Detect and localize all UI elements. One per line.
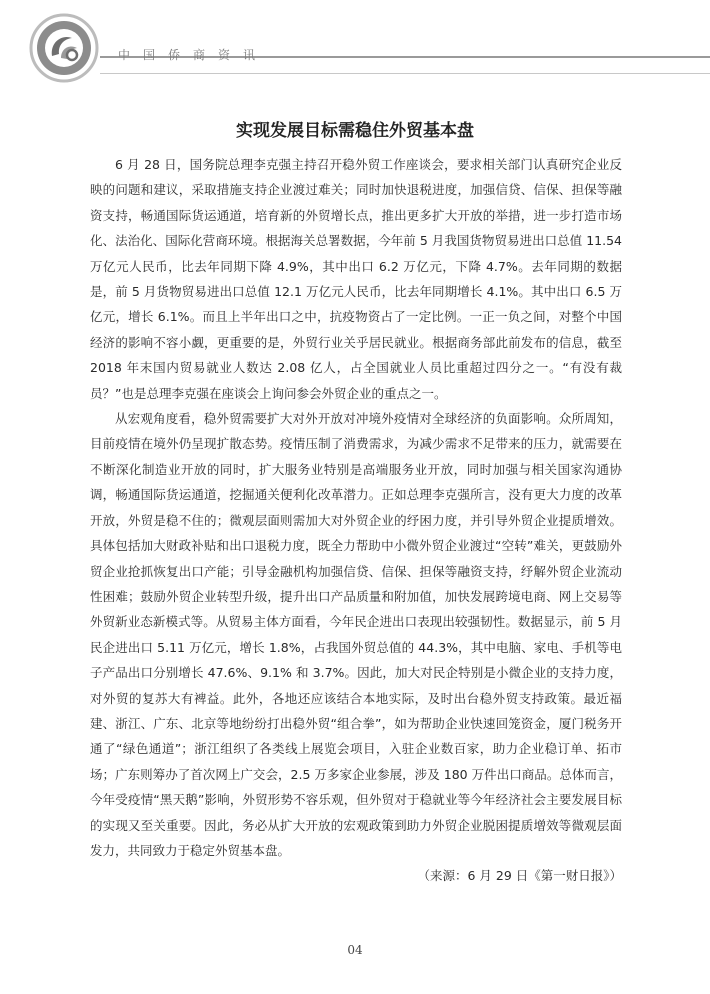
header-section-title: 中国侨商资讯 xyxy=(118,48,269,62)
chamber-logo-icon xyxy=(28,12,100,84)
article-paragraph: 从宏观角度看，稳外贸需要扩大对外开放对冲境外疫情对全球经济的负面影响。众所周知，目前疫情在境外仍呈现扩散态势。疫情压制了消费需求，为减少需求不足带来的压力，就需要在不断深化制造业开放的同时，扩大服务业特别是高端服务业开放，同时加强与相关国家沟通协调，畅通国际货运通道，挖掘通关便利化改革潜力。正如总理李克强所言，没有更大力度的改革开放，外贸是稳不住的；微观层面则需加大对外贸企业的纾困力度，并引导外贸企业提质增效。具体包括加大财政补贴和出口退税力度，既全力帮助中小微外贸企业渡过“空转”难关，更鼓励外贸企业抢抓恢复出口产能；引导金融机构加强信贷、信保、担保等融资支持，纾解外贸企业流动性困难；鼓励外贸企业转型升级，提升出口产品质量和附加值，加快发展跨境电商、网上交易等外贸新业态新模式等。从贸易主体方面看，今年民企进出口表现出较强韧性。数据显示，前 5 月民企进出口 5.11 万亿元，增长 1.8%，占我国外贸总值的 44.3%，其中电脑、家电、手机等电子产品出口分别增长 47.6%、9.1% 和 3.7%。因此，加大对民企特别是小微企业的支持力度，对外贸的复苏大有裨益。此外，各地还应该结合本地实际，及时出台稳外贸支持政策。最近福建、浙江、广东、北京等地纷纷打出稳外贸“组合拳”，如为帮助企业快速回笼资金，厦门税务开通了“绿色通道”；浙江组织了各类线上展览会项目，入驻企业数百家，助力企业稳订单、拓市场；广东则筹办了首次网上广交会，2.5 万多家企业参展，涉及 180 万件出口商品。总体而言，今年受疫情“黑天鹅”影响，外贸形势不容乐观，但外贸对于稳就业等今年经济社会主要发展目标的实现又至关重要。因此，务必从扩大开放的宏观政策到助力外贸企业脱困提质增效等微观层面发力，共同致力于稳定外贸基本盘。 xyxy=(90,411,622,858)
article-paragraph: 6 月 28 日，国务院总理李克强主持召开稳外贸工作座谈会，要求相关部门认真研究企业反映的问题和建议，采取措施支持企业渡过难关；同时加快退税进度，加强信贷、信保、担保等融资支持，畅通国际货运通道，培育新的外贸增长点，推出更多扩大开放的举措，进一步打造市场化、法治化、国际化营商环境。根据海关总署数据，今年前 5 月我国货物贸易进出口总值 11.54 万亿元人民币，比去年同期下降 4.9%，其中出口 6.2 万亿元，下降 4.7%。去年同期的数据是，前 5 月货物贸易进出口总值 12.1 万亿元人民币，比去年同期增长 4.1%。其中出口 6.5 万亿元，增长 6.1%。而且上半年出口之中，抗疫物资占了一定比例。一正一负之间，对整个中国经济的影响不容小觑，更重要的是，外贸行业关乎居民就业。根据商务部此前发布的信息，截至 2018 年末国内贸易就业人数达 2.08 亿人，占全国就业人员比重超过四分之一。“有没有裁员？”也是总理李克强在座谈会上询问参会外贸企业的重点之一。 xyxy=(90,157,622,401)
header-rule-thin xyxy=(100,73,710,74)
article-body xyxy=(90,152,622,889)
page-number: 04 xyxy=(347,943,363,957)
page-header xyxy=(0,40,710,74)
article-title: 实现发展目标需稳住外贸基本盘 xyxy=(236,121,474,141)
article-source: （来源：6 月 29 日《第一财日报》） xyxy=(417,868,622,884)
